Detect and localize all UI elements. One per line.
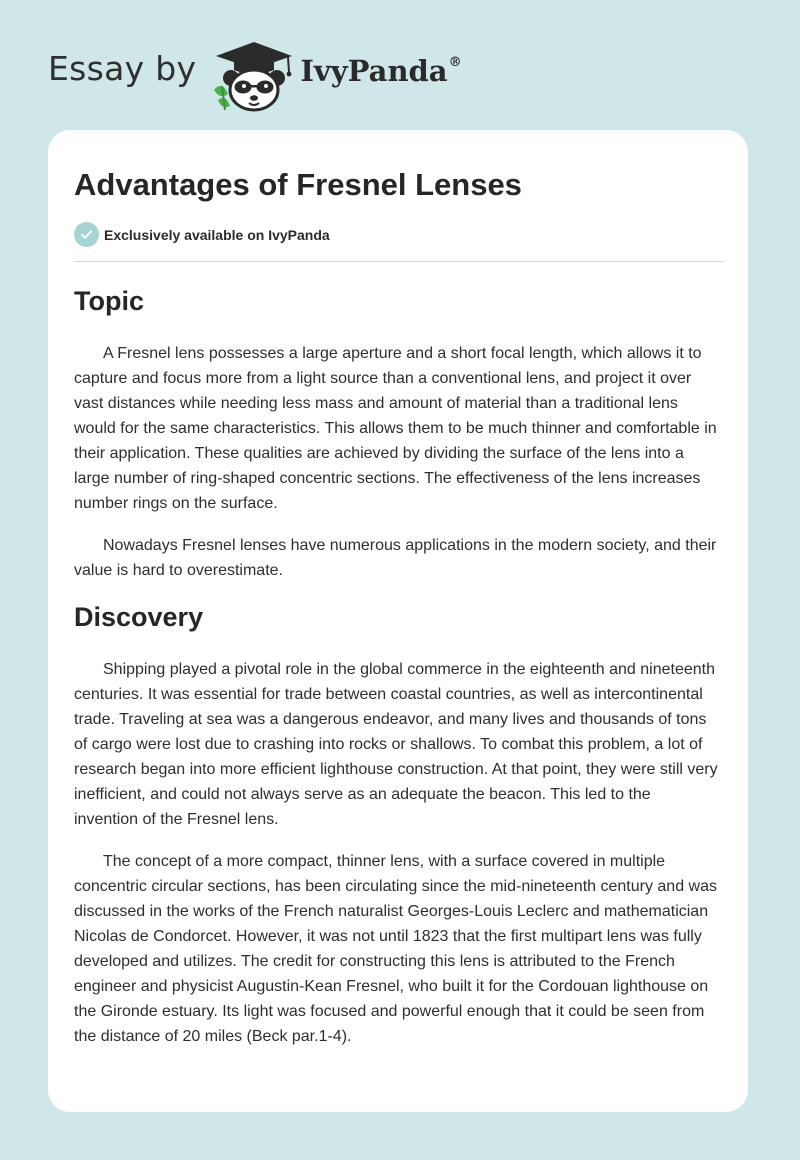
paragraph: A Fresnel lens possesses a large aperture and a short focal length, which allows it to capture and focus more from a light source than a conventional lens, and project it over vast distances while needing less mass and amount of material than a traditional lens would for the same characteristics. This allows them to be much thinner and comfortable in their application. These qualities are achieved by dividing the surface of the lens into a large number of ring-shaped concentric sections. The effectiveness of the lens increases number rings on the surface. <box>74 345 717 513</box>
brand-header[interactable] <box>48 36 462 112</box>
essay-body <box>74 280 719 1049</box>
section-heading-discovery: Discovery <box>74 602 204 633</box>
brand-name: IvyPanda® <box>300 54 462 88</box>
checkmark-icon <box>74 222 99 247</box>
paragraph: Shipping played a pivotal role in the global commerce in the eighteenth and nineteenth centuries. It was essential for trade between coastal countries, as well as intercontinental trade. Traveling at sea was a dangerous endeavor, and many lives and thousands of tons of cargo were lost due to crashing into rocks or shallows. To combat this problem, a lot of research began into more efficient lighthouse construction. At that point, they were still very inefficient, and could not always serve as an adequate the beacon. This led to the invention of the Fresnel lens. <box>74 661 718 829</box>
paragraph: Nowadays Fresnel lenses have numerous applications in the modern society, and their value is hard to overestimate. <box>74 537 717 580</box>
essay-title: Advantages of Fresnel Lenses <box>74 167 522 202</box>
exclusive-badge-text: Exclusively available on IvyPanda <box>104 226 330 243</box>
section-heading-topic: Topic <box>74 286 144 316</box>
panda-logo-icon <box>208 36 300 112</box>
paragraph: The concept of a more compact, thinner lens, with a surface covered in multiple concentric circular sections, has been circulating since the mid-nineteenth century and was discussed in the works of the French naturalist Georges-Louis Leclerc and mathematician Nicolas de Condorcet. However, it was not until 1823 that the first multipart lens was fully developed and utilizes. The credit for constructing this lens is attributed to the French engineer and physicist Augustin-Kean Fresnel, who built it for the Cordouan lighthouse on the Gironde estuary. Its light was focused and powerful enough that it could be seen from the distance of 20 miles (Beck par.1-4). <box>74 853 717 1046</box>
trademark-mark: ® <box>448 55 462 71</box>
essay-card <box>48 130 748 1112</box>
brand-prefix: Essay by <box>48 48 197 88</box>
title-divider <box>74 261 724 262</box>
exclusive-badge <box>74 222 330 247</box>
